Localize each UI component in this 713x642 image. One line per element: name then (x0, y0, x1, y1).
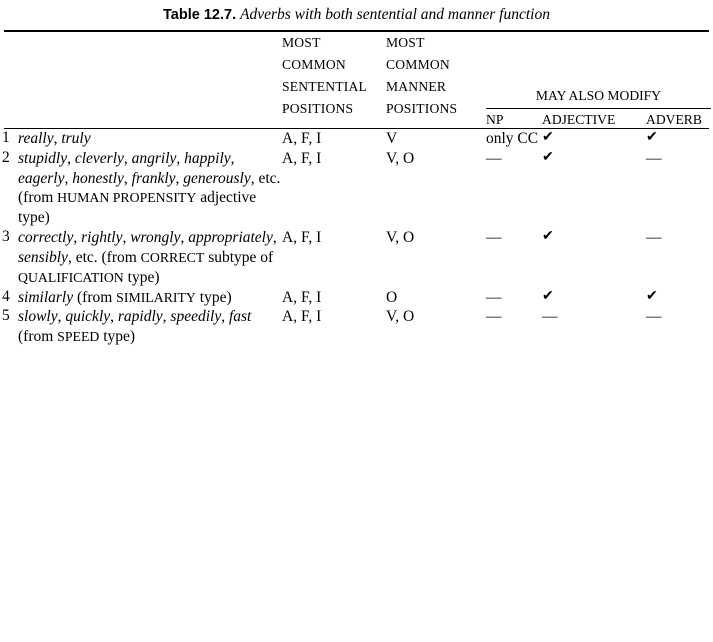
header-adverb: ADVERB (646, 112, 702, 127)
row-adjective: ✔ (542, 130, 554, 145)
row-adverbs: stupidly, cleverly, angrily, happily, eagerly, honestly, frankly, generously, etc. (from HUMAN PROPENSITY adjective type) (18, 149, 281, 227)
row-adverb: ✔ (646, 288, 658, 304)
header-sentential-line-1: MOST (282, 35, 321, 50)
row-adverbs: slowly, quickly, rapidly, speedily, fast (from SPEED type) (18, 308, 252, 346)
row-np: — (486, 229, 502, 247)
row-sentential: A, F, I (282, 308, 322, 326)
table-row (2, 149, 711, 228)
row-np: — (486, 288, 502, 306)
table-caption (2, 0, 711, 30)
row-adverb: — (646, 229, 662, 247)
header-manner-line-4: POSITIONS (386, 101, 458, 117)
sub-header-table (486, 112, 711, 128)
header-sentential-positions (282, 32, 386, 128)
row-np: only CC (486, 130, 539, 147)
header-number (2, 32, 18, 128)
header-adjective: ADJECTIVE (542, 112, 616, 127)
header-sentential-line-3: SENTENTIAL (282, 79, 368, 95)
table-row (2, 228, 711, 287)
row-number: 2 (2, 148, 10, 166)
row-adjective: ✔ (542, 229, 554, 245)
header-manner-positions (386, 32, 486, 128)
header-manner-line-3: MANNER (386, 79, 447, 95)
adverbs-table (2, 32, 711, 128)
row-sentential: A, F, I (282, 130, 322, 147)
row-np: — (486, 149, 502, 167)
row-adverbs: really, truly (18, 130, 91, 147)
header-manner-line-1: MOST (386, 35, 425, 50)
row-number: 5 (2, 307, 10, 325)
header-sentential-line-4: POSITIONS (282, 101, 354, 117)
row-number: 3 (2, 228, 10, 246)
caption-text: Adverbs with both sentential and manner function (239, 6, 550, 23)
table-body (2, 129, 711, 347)
row-number: 4 (2, 287, 10, 305)
table-row (2, 129, 711, 149)
header-may-also-modify-group (486, 32, 711, 128)
row-manner: V, O (386, 149, 415, 167)
header-adverbs (18, 32, 282, 128)
header-sentential-line-2: COMMON (282, 57, 346, 73)
row-adverbs: correctly, rightly, wrongly, appropriately, sensibly, etc. (from CORRECT subtype of QUALIFICATION type) (18, 229, 277, 286)
caption-label: Table 12.7. (163, 7, 237, 23)
row-adverb: — (646, 308, 662, 326)
sub-header-row (486, 112, 711, 128)
row-adverb: — (646, 149, 662, 167)
header-row (2, 32, 711, 128)
header-np: NP (486, 112, 504, 127)
row-manner: V, O (386, 308, 415, 326)
row-sentential: A, F, I (282, 229, 322, 247)
row-number: 1 (2, 129, 10, 146)
row-adjective: ✔ (542, 149, 554, 165)
row-sentential: A, F, I (282, 288, 322, 306)
row-sentential: A, F, I (282, 149, 322, 167)
table-head (2, 32, 711, 128)
table-row (2, 307, 711, 347)
row-manner: O (386, 288, 398, 306)
row-adjective: — (542, 308, 558, 326)
header-may-also-modify: MAY ALSO MODIFY (535, 88, 662, 103)
table-row (2, 288, 711, 308)
row-adjective: ✔ (542, 288, 554, 304)
adverbs-table-body (2, 129, 711, 347)
row-adverbs: similarly (from SIMILARITY type) (18, 288, 232, 306)
header-manner-line-2: COMMON (386, 57, 450, 73)
row-np: — (486, 308, 502, 326)
may-also-rule (486, 108, 711, 109)
row-adverb: ✔ (646, 130, 658, 145)
row-manner: V, O (386, 229, 415, 247)
row-manner: V (386, 130, 398, 147)
